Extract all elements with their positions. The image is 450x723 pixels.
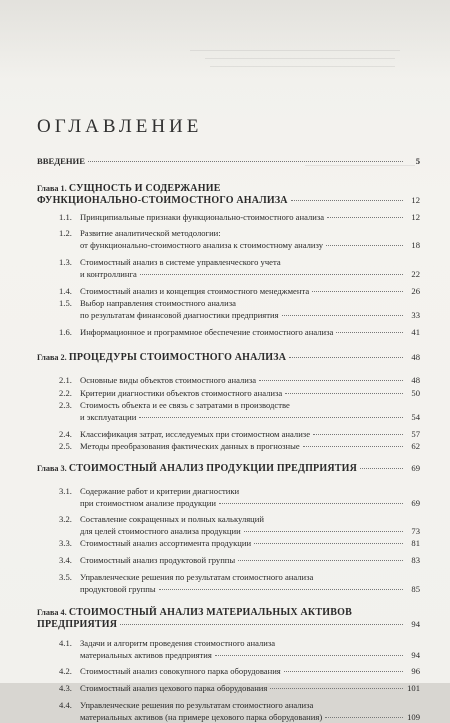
section-number: 4.2. xyxy=(59,666,72,676)
toc-entry-text xyxy=(80,297,236,309)
page-number: 109 xyxy=(407,712,420,722)
section-title-continued: для целей стоимостного анализа продукции xyxy=(80,526,241,536)
chapter-title: СУЩНОСТЬ И СОДЕРЖАНИЕ xyxy=(68,183,221,194)
page-number: 101 xyxy=(407,683,420,693)
chapter-label: Глава 2. xyxy=(37,353,67,362)
page-number: 54 xyxy=(411,412,420,422)
leader-dots xyxy=(270,687,403,689)
section-title-continued: и эксплуатации xyxy=(80,412,137,422)
toc-entry-text xyxy=(80,411,136,423)
section-number: 4.3. xyxy=(59,683,72,693)
page-number: 81 xyxy=(411,538,420,548)
page-number: 26 xyxy=(411,286,420,296)
section-title: Выбор направления стоимостного анализа xyxy=(80,298,236,308)
section-title: Стоимостный анализ продуктовой группы xyxy=(80,555,236,565)
section-title: Критерии диагностики объектов стоимостного анализа xyxy=(80,388,283,398)
section-number: 1.4. xyxy=(59,286,72,296)
section-title: Управленческие решения по результатам стоимостного анализа xyxy=(80,700,314,710)
leader-dots xyxy=(120,623,403,625)
section-title-continued: при стоимостном анализе продукции xyxy=(80,498,216,508)
toc-entry-text xyxy=(80,485,239,497)
chapter-title-continued: ПРЕДПРИЯТИЯ xyxy=(37,619,118,630)
section-number: 4.1. xyxy=(59,638,72,648)
section-number: 2.2. xyxy=(59,388,72,398)
section-title: Стоимостный анализ ассортимента продукции xyxy=(80,538,252,548)
toc-entry-text xyxy=(80,554,235,566)
toc-entry-text xyxy=(80,583,156,595)
leader-dots xyxy=(215,654,403,656)
chapter-title: СТОИМОСТНЫЙ АНАЛИЗ МАТЕРИАЛЬНЫХ АКТИВОВ xyxy=(68,607,352,618)
section-title: Основные виды объектов стоимостного анализа xyxy=(80,375,257,385)
page-number: 62 xyxy=(411,441,420,451)
chapter-title: СТОИМОСТНЫЙ АНАЛИЗ ПРОДУКЦИИ ПРЕДПРИЯТИЯ xyxy=(68,463,358,474)
toc-entry-text xyxy=(80,513,264,525)
toc-entry[interactable] xyxy=(37,309,420,321)
section-number: 1.1. xyxy=(59,212,72,222)
page-number: 96 xyxy=(411,666,420,676)
toc-entry-text xyxy=(80,637,275,649)
toc-entry[interactable] xyxy=(37,649,420,661)
page-number: 18 xyxy=(411,240,420,250)
toc-entry[interactable] xyxy=(37,297,420,309)
page-number: 94 xyxy=(411,650,420,660)
section-title: Принципиальные признаки функционально-стоимостного анализа xyxy=(80,212,325,222)
toc-entry[interactable] xyxy=(37,525,420,537)
section-number: 1.3. xyxy=(59,257,72,267)
leader-dots xyxy=(219,502,403,504)
leader-dots xyxy=(289,356,403,358)
toc-entry-text xyxy=(80,256,281,268)
toc-entry-text xyxy=(37,194,288,207)
toc-entry-text xyxy=(80,649,212,661)
chapter-title-continued: ФУНКЦИОНАЛЬНО-СТОИМОСТНОГО АНАЛИЗА xyxy=(37,195,288,206)
page-number: 57 xyxy=(411,429,420,439)
toc-entry[interactable] xyxy=(37,211,420,223)
bleed-through-shadow xyxy=(0,0,450,80)
toc-entry[interactable] xyxy=(37,618,420,631)
toc-entry[interactable] xyxy=(37,326,420,338)
section-number: 4.4. xyxy=(59,700,72,710)
section-title-continued: материальных активов предприятия xyxy=(80,650,212,660)
section-number: 2.4. xyxy=(59,429,72,439)
section-title-continued: от функционально-стоимостного анализа к стоимостному анализу xyxy=(80,240,324,250)
toc-entry[interactable] xyxy=(37,682,420,694)
section-title-continued: продуктовой группы xyxy=(80,584,156,594)
section-number: 2.3. xyxy=(59,400,72,410)
leader-dots xyxy=(285,392,403,394)
toc-entry[interactable] xyxy=(37,155,420,167)
chapter-label: Глава 4. xyxy=(37,608,67,617)
chapter-label: Глава 3. xyxy=(37,464,67,473)
chapter-label: Глава 1. xyxy=(37,184,67,193)
toc-entry[interactable] xyxy=(37,285,420,297)
page-number: 85 xyxy=(411,584,420,594)
leader-dots xyxy=(313,433,403,435)
toc-entry[interactable] xyxy=(37,583,420,595)
toc-entry-text xyxy=(80,387,282,399)
toc-entry-text xyxy=(37,462,357,475)
section-title: Методы преобразования фактических данных в прогнозные xyxy=(80,441,300,451)
leader-dots xyxy=(327,216,403,218)
toc-entry[interactable] xyxy=(37,554,420,566)
section-number: 3.2. xyxy=(59,514,72,524)
toc-entry-text xyxy=(80,525,241,537)
section-title: Информационное и программное обеспечение стоимостного анализа xyxy=(80,327,334,337)
toc-entry[interactable] xyxy=(37,351,420,364)
section-number: 2.1. xyxy=(59,375,72,385)
leader-dots xyxy=(312,290,403,292)
bleed-line xyxy=(190,50,400,51)
toc-entry-text xyxy=(80,497,216,509)
page-number: 12 xyxy=(411,195,420,205)
page-number: 22 xyxy=(411,269,420,279)
section-title: Стоимостный анализ и концепция стоимостного менеджмента xyxy=(80,286,310,296)
toc-entry[interactable] xyxy=(37,513,420,525)
toc-entry[interactable] xyxy=(37,411,420,423)
section-title: Составление сокращенных и полных калькуляций xyxy=(80,514,264,524)
section-number: 1.2. xyxy=(59,228,72,238)
page-number: 33 xyxy=(411,310,420,320)
toc-entry-text xyxy=(80,682,267,694)
toc-entry[interactable] xyxy=(37,485,420,497)
toc-entry-text xyxy=(80,665,281,677)
leader-dots xyxy=(291,199,403,201)
toc-entry[interactable] xyxy=(37,239,420,251)
section-title: Содержание работ и критерии диагностики xyxy=(80,486,240,496)
leader-dots xyxy=(88,160,403,162)
toc-entry-text xyxy=(37,155,85,167)
section-title: Развитие аналитической методологии: xyxy=(80,228,221,238)
bleed-line xyxy=(205,58,395,59)
toc-entry-text xyxy=(80,239,323,251)
toc-entry-text xyxy=(37,351,286,364)
chapter-title: ПРОЦЕДУРЫ СТОИМОСТНОГО АНАЛИЗА xyxy=(68,352,287,363)
page-number: 12 xyxy=(411,212,420,222)
page-number: 69 xyxy=(411,498,420,508)
toc-entry[interactable] xyxy=(37,571,420,583)
section-number: 3.5. xyxy=(59,572,72,582)
leader-dots xyxy=(303,445,403,447)
leader-dots xyxy=(326,244,403,246)
toc-entry[interactable] xyxy=(37,462,420,475)
page-number: 73 xyxy=(411,526,420,536)
leader-dots xyxy=(336,331,403,333)
section-title: Задачи и алгоритм проведения стоимостного анализа xyxy=(80,638,276,648)
section-number: 3.4. xyxy=(59,555,72,565)
section-number: 1.6. xyxy=(59,327,72,337)
page-number: 41 xyxy=(411,327,420,337)
leader-dots xyxy=(282,314,403,316)
page-number: 48 xyxy=(411,352,420,362)
section-title-continued: по результатам финансовой диагностики предприятия xyxy=(80,310,279,320)
toc-entry[interactable] xyxy=(37,428,420,440)
leader-dots xyxy=(259,379,403,381)
page-number: 94 xyxy=(411,619,420,629)
toc-entry-text xyxy=(80,537,251,549)
toc-entry[interactable] xyxy=(37,256,420,268)
toc-entry[interactable] xyxy=(37,699,420,711)
toc-entry-text xyxy=(80,285,309,297)
section-title-continued: и контроллинга xyxy=(80,269,137,279)
section-title: Стоимостный анализ цехового парка оборудования xyxy=(80,683,268,693)
toc-entry[interactable] xyxy=(37,374,420,386)
toc-entry-text xyxy=(80,428,310,440)
toc-entry[interactable] xyxy=(37,399,420,411)
toc-entry-text xyxy=(80,399,290,411)
toc-entry[interactable] xyxy=(37,665,420,677)
section-title: Управленческие решения по результатам стоимостного анализа xyxy=(80,572,314,582)
page-title: ОГЛАВЛЕНИЕ xyxy=(37,115,203,137)
section-title-continued: материальных активов (на примере цехового парка оборудования) xyxy=(80,712,323,722)
toc-entry[interactable] xyxy=(37,711,420,723)
toc-entry[interactable] xyxy=(37,268,420,280)
toc-entry-text xyxy=(80,268,137,280)
page-number: 50 xyxy=(411,388,420,398)
toc-entry-text xyxy=(80,711,322,723)
toc-entry-text xyxy=(37,618,117,631)
toc-entry-text xyxy=(80,699,313,711)
page-number: 48 xyxy=(411,375,420,385)
page-number: 83 xyxy=(411,555,420,565)
section-number: 3.3. xyxy=(59,538,72,548)
toc-entry-text xyxy=(80,326,333,338)
leader-dots xyxy=(140,273,403,275)
leader-dots xyxy=(360,467,403,469)
bleed-line xyxy=(210,66,395,67)
section-number: 1.5. xyxy=(59,298,72,308)
section-number: 2.5. xyxy=(59,441,72,451)
leader-dots xyxy=(325,716,403,718)
leader-dots xyxy=(159,588,403,590)
leader-dots xyxy=(139,416,403,418)
section-title: Стоимость объекта и ее связь с затратами в производстве xyxy=(80,400,290,410)
intro-title: ВВЕДЕНИЕ xyxy=(37,156,85,166)
section-title: Стоимостный анализ совокупного парка оборудования xyxy=(80,666,281,676)
toc-entry[interactable] xyxy=(37,194,420,207)
toc-entry[interactable] xyxy=(37,637,420,649)
page-number: 5 xyxy=(415,156,420,166)
toc-entry-text xyxy=(80,571,313,583)
toc-entry-text xyxy=(80,440,300,452)
page-number: 69 xyxy=(411,463,420,473)
section-title: Классификация затрат, исследуемых при стоимостном анализе xyxy=(80,429,311,439)
leader-dots xyxy=(254,542,403,544)
toc-entry[interactable] xyxy=(37,387,420,399)
toc-entry-text xyxy=(80,374,256,386)
toc-entry[interactable] xyxy=(37,440,420,452)
toc-entry-text xyxy=(80,227,221,239)
section-title: Стоимостный анализ в системе управленческого учета xyxy=(80,257,281,267)
toc-entry[interactable] xyxy=(37,227,420,239)
section-number: 3.1. xyxy=(59,486,72,496)
leader-dots xyxy=(238,559,403,561)
toc-entry-text xyxy=(80,211,324,223)
leader-dots xyxy=(284,670,403,672)
toc-entry[interactable] xyxy=(37,537,420,549)
toc-entry[interactable] xyxy=(37,497,420,509)
toc-entry-text xyxy=(80,309,279,321)
leader-dots xyxy=(244,530,403,532)
